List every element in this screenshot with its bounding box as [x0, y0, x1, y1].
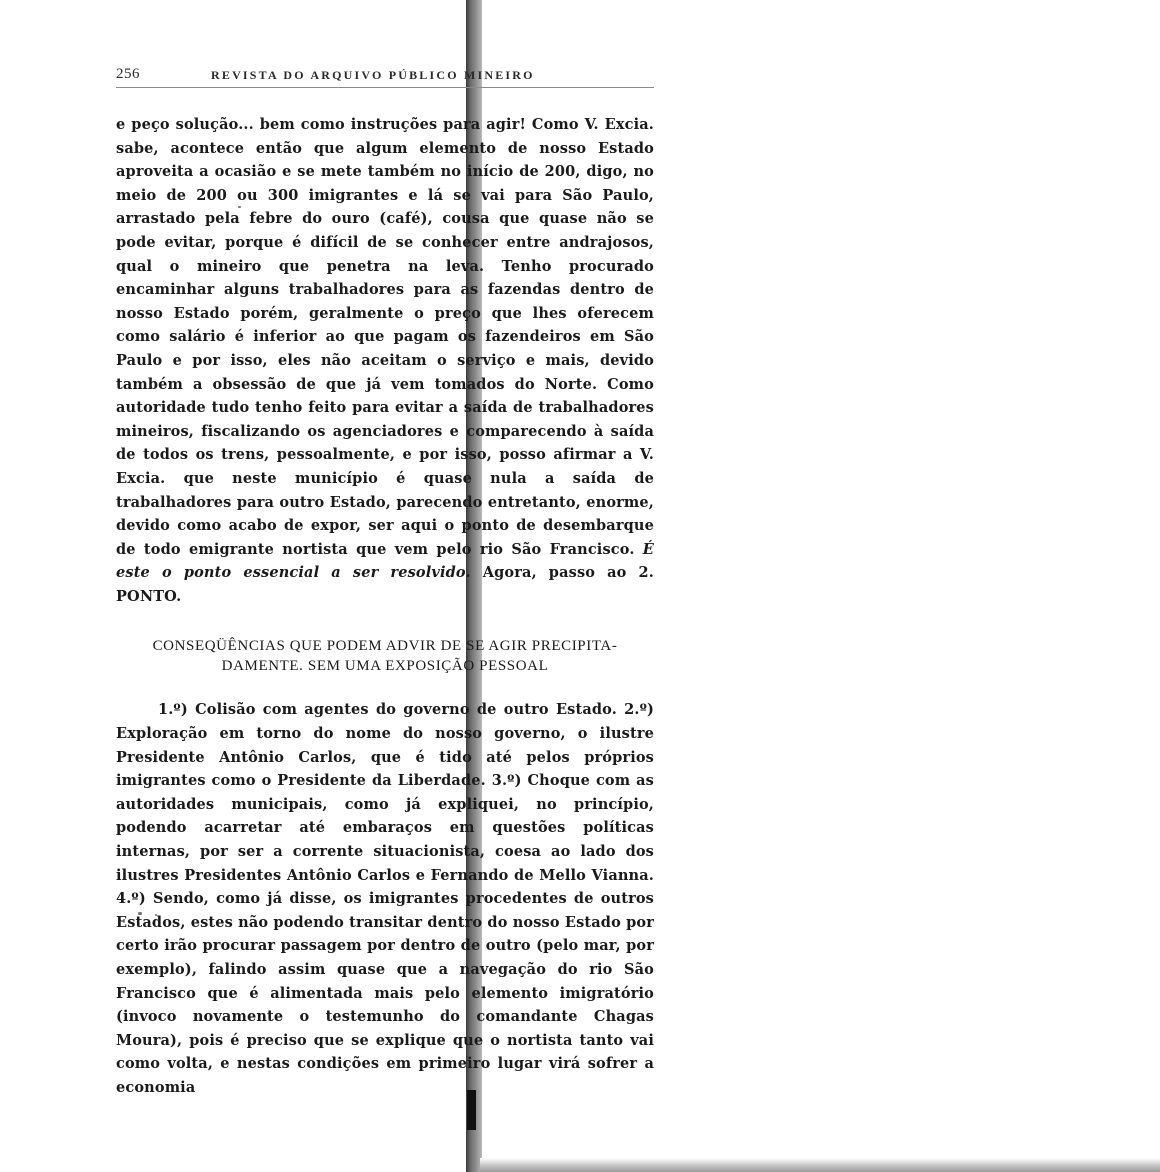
paragraph-1-text: e peço solução... bem como instruções para agir! Como V. Excia. sabe, acontece então que algum elemento de nosso Estado aproveita a ocasião e se mete também no início de 200, digo, no meio de 200 ou 300 imigrantes e lá se vai para São Paulo, arrastado pela febre do ouro (café), cousa que quase não se pode evitar, porque é difícil de se conhecer entre andrajosos, qual o mineiro que penetra na leva. Tenho procurado encaminhar alguns trabalhadores para as fazendas dentro de nosso Estado porém, geralmente o preço que lhes oferecem como salário é inferior ao que pagam os fazendeiros em São Paulo e por isso, eles não aceitam o serviço e mais, devido também a obsessão de que já vem tomados do Norte. Como autoridade tudo tenho feito para evitar a saída de trabalhadores mineiros, fiscalizando os agenciadores e comparecendo à saída de todos os trens, pessoalmente, e por isso, posso afirmar a V. Excia. que neste município é quase nula a saída de trabalhadores para outro Estado, parecendo entretanto, enorme, devido como acabo de expor, ser aqui o ponto de desembarque de todo emigrante nortista que vem pelo rio São Francisco. [116, 116, 654, 558]
page-number: 256 [116, 66, 140, 82]
section-heading-line-2: DAMENTE. SEM UMA EXPOSIÇÃO PESSOAL [221, 658, 549, 675]
article-body [116, 113, 654, 1100]
section-heading-line-1: CONSEQÜÊNCIAS QUE PODEM ADVIR DE SE AGIR PRECIPITA- [152, 638, 618, 655]
section-heading [116, 636, 654, 676]
paragraph-1-emphasis: É este o ponto essencial a ser resolvido. [116, 540, 654, 582]
journal-title: REVISTA DO ARQUIVO PÚBLICO MINEIRO [211, 68, 535, 82]
page-bottom-edge [480, 1158, 1160, 1172]
running-head [116, 66, 654, 90]
paragraph-2: 1.º) Colisão com agentes do governo de outro Estado. 2.º) Exploração em torno do nome do nosso governo, o ilustre Presidente Antônio Carlos, que é tido até pelos próprios imigrantes como o Presidente da Liberdade. 3.º) Choque com as autoridades municipais, como já expliquei, no princípio, podendo acarretar até embaraços em questões políticas internas, por ser a corrente situacionista, coesa ao lado dos ilustres Presidentes Antônio Carlos e Fernando de Mello Vianna. 4.º) Sendo, como já disse, os imigrantes procedentes de outros Estados, estes não podendo transitar dentro do nosso Estado por certo irão procurar passagem por dentro de outro (pelo mar, por exemplo), falindo assim quase que a navegação do rio São Francisco que é alimentada mais pelo elemento imigratório (invoco novamente o testemunho do comandante Chagas Moura), pois é preciso que se explique que o nortista tanto vai como volta, e nestas condições em primeiro lugar virá sofrer a economia [116, 701, 655, 1096]
paragraph-1-tail: Agora, passo ao 2. PONTO. [116, 564, 654, 605]
paragraph-1 [116, 113, 654, 608]
header-rule [116, 87, 654, 88]
